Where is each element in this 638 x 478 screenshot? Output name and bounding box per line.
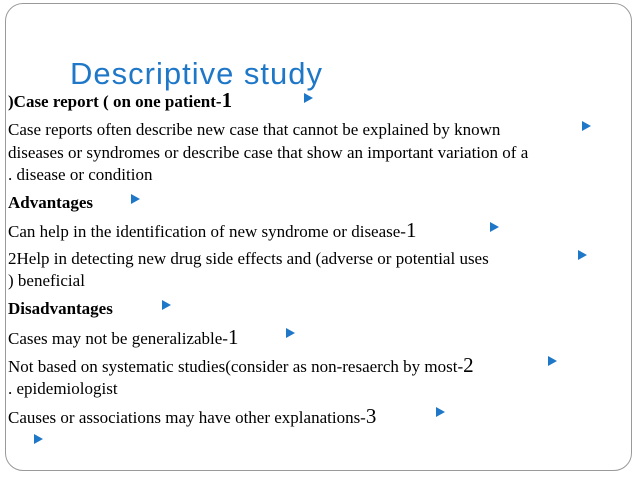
disadvantage-item-2-text: Not based on systematic studies(consider as non-resaerch by most- — [8, 357, 464, 376]
disadvantage-item-3-number: 3 — [365, 404, 377, 428]
disadvantage-item-3 — [8, 405, 376, 429]
advantage-item-1-number: 1 — [405, 218, 417, 242]
triangle-bullet-icon — [34, 434, 43, 444]
triangle-bullet-icon — [490, 222, 499, 232]
disadvantage-item-2-number: 2 — [463, 353, 474, 377]
disadvantage-item-2-line-1 — [8, 354, 474, 378]
triangle-bullet-icon — [162, 300, 171, 310]
triangle-bullet-icon — [286, 328, 295, 338]
triangle-bullet-icon — [304, 93, 313, 103]
disadvantage-item-1-text: Cases may not be generalizable- — [8, 329, 228, 348]
disadvantages-heading: Disadvantages — [8, 299, 113, 318]
slide-title: Descriptive study — [70, 56, 324, 91]
disadvantage-item-1-number: 1 — [227, 325, 239, 349]
triangle-bullet-icon — [578, 250, 587, 260]
triangle-bullet-icon — [548, 356, 557, 366]
advantages-heading: Advantages — [8, 193, 94, 212]
disadvantage-item-3-text: Causes or associations may have other explanations- — [8, 408, 366, 427]
case-report-heading-text: )Case report ( on one patient- — [8, 92, 222, 111]
triangle-bullet-icon — [582, 121, 591, 131]
advantage-item-1-text: Can help in the identification of new syndrome or disease- — [8, 222, 406, 241]
case-report-heading-number: 1 — [221, 88, 233, 112]
case-report-heading — [8, 89, 232, 113]
advantage-item-1 — [8, 219, 416, 243]
disadvantage-item-2-line-2: . epidemiologist — [8, 379, 118, 398]
advantage-item-2-line-1: 2Help in detecting new drug side effects and (adverse or potential uses — [8, 249, 489, 268]
disadvantage-item-1 — [8, 326, 238, 350]
case-report-desc-line-1: Case reports often describe new case that cannot be explained by known — [8, 120, 501, 139]
triangle-bullet-icon — [436, 407, 445, 417]
advantage-item-2-line-2: ) beneficial — [8, 271, 85, 290]
case-report-desc-line-2: diseases or syndromes or describe case that show an important variation of a — [8, 143, 529, 162]
triangle-bullet-icon — [131, 194, 140, 204]
case-report-desc-line-3: . disease or condition — [8, 165, 153, 184]
